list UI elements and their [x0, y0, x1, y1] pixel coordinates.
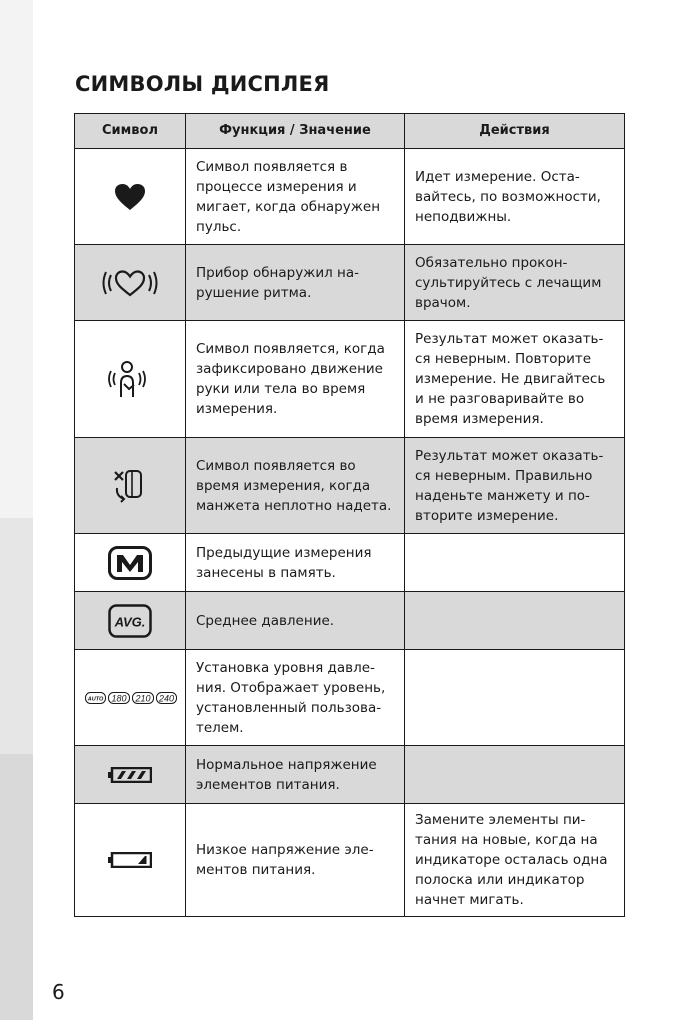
action-cell: Результат может оказать-ся неверным. Повторите измерение. Не двигайтесь и не разговаривайте во время измерения.: [405, 321, 625, 438]
table-row: [75, 149, 625, 245]
level-180-label: 180: [111, 693, 127, 703]
table-row: [75, 245, 625, 321]
function-cell: Установка уровня давле-ния. Отображает уровень, установленный пользова-телем.: [186, 650, 405, 746]
header-symbol: Символ: [75, 114, 186, 149]
action-cell: [405, 592, 625, 650]
heart-icon: [114, 183, 146, 211]
memory-icon: [108, 546, 152, 580]
level-210-label: 210: [135, 693, 151, 703]
action-cell: Обязательно прокон-сультируйтесь с лечащим врачом.: [405, 245, 625, 321]
table-row: [75, 438, 625, 534]
symbol-cell: [75, 746, 186, 804]
side-strip-middle: [0, 518, 33, 754]
table-row: [75, 650, 625, 746]
function-cell: Символ появляется в процессе измерения и мигает, когда обнаружен пульс.: [186, 149, 405, 245]
table-row: [75, 534, 625, 592]
header-actions: Действия: [405, 114, 625, 149]
movement-icon: [107, 359, 153, 399]
level-240-label: 240: [158, 693, 175, 703]
action-cell: Замените элементы пи-тания на новые, когда на индикаторе осталась одна полоска или индикатор начнет мигать.: [405, 804, 625, 917]
function-cell: Символ появляется, когда зафиксировано движение руки или тела во время измерения.: [186, 321, 405, 438]
action-cell: [405, 650, 625, 746]
arrhythmia-heart-icon: [101, 268, 159, 298]
function-cell: Предыдущие измерения занесены в память.: [186, 534, 405, 592]
symbol-cell: [75, 321, 186, 438]
page-number: 6: [52, 980, 65, 1004]
table-header-row: [75, 114, 625, 149]
average-label: AVG.: [114, 614, 146, 629]
action-cell: [405, 534, 625, 592]
level-auto-label: AUTO: [87, 696, 104, 702]
symbols-table: [74, 113, 625, 917]
symbol-cell: [75, 804, 186, 917]
battery-full-icon: [108, 767, 152, 783]
action-cell: Результат может оказать-ся неверным. Правильно наденьте манжету и по-вторите измерение.: [405, 438, 625, 534]
page-title: СИМВОЛЫ ДИСПЛЕЯ: [75, 72, 330, 96]
function-cell: Низкое напряжение эле-ментов питания.: [186, 804, 405, 917]
function-cell: Нормальное напряжение элементов питания.: [186, 746, 405, 804]
table-row: [75, 321, 625, 438]
action-cell: [405, 746, 625, 804]
action-cell: Идет измерение. Оста-вайтесь, по возможности, неподвижны.: [405, 149, 625, 245]
symbol-cell: [75, 149, 186, 245]
symbol-cell: [75, 245, 186, 321]
side-strip-top: [0, 0, 33, 518]
symbol-cell: [75, 438, 186, 534]
pressure-level-icon: [85, 691, 177, 705]
symbol-cell: [75, 534, 186, 592]
battery-low-icon: [108, 852, 152, 868]
average-icon: [108, 604, 152, 638]
side-strip-bottom: [0, 754, 33, 1020]
header-function: Функция / Значение: [186, 114, 405, 149]
cuff-icon: [111, 466, 149, 506]
function-cell: Символ появляется во время измерения, когда манжета неплотно надета.: [186, 438, 405, 534]
table-row: [75, 804, 625, 917]
function-cell: Прибор обнаружил на-рушение ритма.: [186, 245, 405, 321]
table-row: [75, 592, 625, 650]
function-cell: Среднее давление.: [186, 592, 405, 650]
symbol-cell: [75, 592, 186, 650]
table-row: [75, 746, 625, 804]
symbol-cell: [75, 650, 186, 746]
